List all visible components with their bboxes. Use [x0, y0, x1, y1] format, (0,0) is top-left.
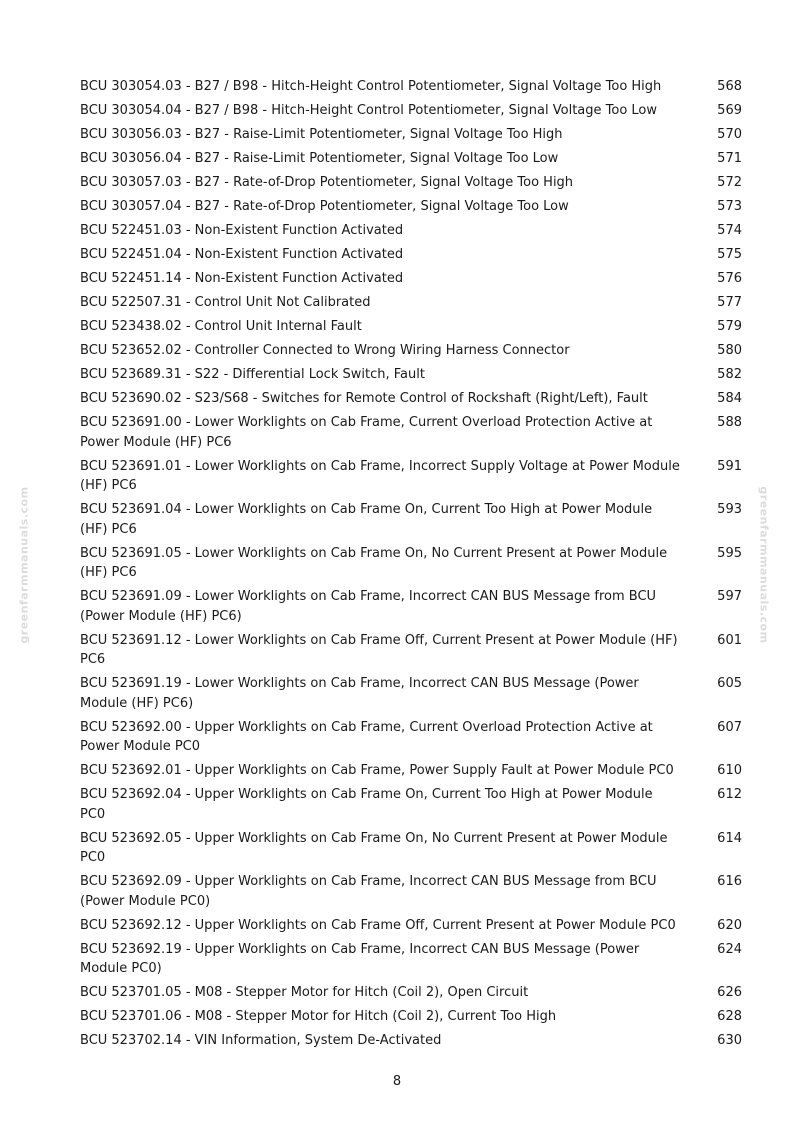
toc-entry-title: BCU 523691.01 - Lower Worklights on Cab Frame, Incorrect Supply Voltage at Power Module (HF) PC6 — [80, 458, 680, 493]
toc-entry-title: BCU 523692.04 - Upper Worklights on Cab Frame On, Current Too High at Power Module PC0 — [80, 787, 653, 822]
toc-entry-page: 614 — [717, 830, 742, 846]
toc-entry-title: BCU 303054.03 - B27 / B98 - Hitch-Height Control Potentiometer, Signal Voltage Too High — [80, 79, 662, 94]
toc-entry-title: BCU 522451.03 - Non-Existent Function Activated — [80, 223, 404, 238]
toc-entry-page: 576 — [717, 271, 742, 286]
toc-entry-title: BCU 303057.04 - B27 - Rate-of-Drop Potentiometer, Signal Voltage Too Low — [80, 199, 569, 214]
toc-entry-page: 570 — [717, 127, 742, 142]
toc-entry-page: 571 — [717, 151, 742, 166]
toc-entry-title: BCU 523701.05 - M08 - Stepper Motor for Hitch (Coil 2), Open Circuit — [80, 985, 529, 1000]
toc-entry-title: BCU 523691.12 - Lower Worklights on Cab Frame Off, Current Present at Power Module (HF) PC6 — [80, 632, 678, 667]
toc-entry-page: 574 — [717, 223, 742, 238]
toc-entry-title: BCU 523691.04 - Lower Worklights on Cab Frame On, Current Too High at Power Module (HF) PC6 — [80, 502, 653, 537]
toc-entry-page: 630 — [717, 1033, 742, 1048]
toc-entry[interactable] — [80, 245, 742, 265]
toc-entry[interactable] — [80, 940, 742, 979]
toc-entry-title: BCU 523692.00 - Upper Worklights on Cab Frame, Current Overload Protection Active at Power Module PC0 — [80, 719, 653, 754]
toc-entry-page: 612 — [717, 787, 742, 802]
toc-entry-title: BCU 523702.14 - VIN Information, System De-Activated — [80, 1033, 442, 1048]
toc-entry-page: 624 — [717, 941, 742, 957]
toc-entry-title: BCU 303054.04 - B27 / B98 - Hitch-Height Control Potentiometer, Signal Voltage Too Low — [80, 103, 658, 118]
watermark-left: greenfarmmanuals.com — [17, 486, 31, 644]
toc-entry-title: BCU 523689.31 - S22 - Differential Lock Switch, Fault — [80, 367, 425, 382]
toc-entry-title: BCU 303056.03 - B27 - Raise-Limit Potentiometer, Signal Voltage Too High — [80, 127, 563, 142]
toc-entry-page: 591 — [717, 458, 742, 474]
toc-entry-page: 620 — [717, 917, 742, 933]
toc-entry-page: 595 — [717, 545, 742, 561]
toc-entry-title: BCU 523691.05 - Lower Worklights on Cab Frame On, No Current Present at Power Module (HF) PC6 — [80, 545, 668, 580]
toc-entry-title: BCU 523691.00 - Lower Worklights on Cab Frame, Current Overload Protection Active at Power Module (HF) PC6 — [80, 415, 653, 450]
toc-entry-page: 588 — [717, 415, 742, 430]
watermark-right: greenfarmmanuals.com — [757, 486, 771, 644]
toc-entry-title: BCU 523691.09 - Lower Worklights on Cab Frame, Incorrect CAN BUS Message from BCU (Power Module (HF) PC6) — [80, 589, 657, 624]
toc-entry-title: BCU 523692.01 - Upper Worklights on Cab Frame, Power Supply Fault at Power Module PC0 — [80, 763, 674, 778]
toc-entry-page: 582 — [717, 367, 742, 382]
toc-entry[interactable] — [80, 389, 742, 409]
toc-entry[interactable] — [80, 1031, 742, 1051]
toc-entry[interactable] — [80, 872, 742, 911]
toc-entry[interactable] — [80, 785, 742, 824]
toc-entry-page: 575 — [717, 247, 742, 262]
toc-entry[interactable] — [80, 293, 742, 313]
toc-entry-title: BCU 523690.02 - S23/S68 - Switches for Remote Control of Rockshaft (Right/Left), Fault — [80, 391, 648, 406]
toc-entry[interactable] — [80, 829, 742, 868]
toc-entry[interactable] — [80, 269, 742, 289]
toc-entry-page: 607 — [717, 719, 742, 735]
toc-entry-title: BCU 522451.14 - Non-Existent Function Activated — [80, 271, 404, 286]
toc-entry-page: 601 — [717, 632, 742, 648]
toc-entry-title: BCU 523692.05 - Upper Worklights on Cab Frame On, No Current Present at Power Module PC0 — [80, 830, 668, 865]
toc-entry[interactable] — [80, 631, 742, 670]
toc-entry[interactable] — [80, 173, 742, 193]
toc-entry[interactable] — [80, 916, 742, 936]
toc-entry-title: BCU 522451.04 - Non-Existent Function Activated — [80, 247, 404, 262]
toc-entry[interactable] — [80, 341, 742, 361]
toc-entry[interactable] — [80, 674, 742, 713]
toc-entry[interactable] — [80, 761, 742, 781]
toc-entry-title: BCU 522507.31 - Control Unit Not Calibrated — [80, 295, 371, 310]
toc-entry-page: 593 — [717, 502, 742, 517]
toc-entry[interactable] — [80, 197, 742, 217]
toc-entry[interactable] — [80, 983, 742, 1003]
toc-entry[interactable] — [80, 457, 742, 496]
toc-entry-page: 616 — [717, 874, 742, 889]
toc-entry-page: 569 — [717, 103, 742, 118]
toc-entry[interactable] — [80, 365, 742, 385]
toc-entry[interactable] — [80, 317, 742, 337]
toc-entry-page: 626 — [717, 985, 742, 1000]
toc-entry-page: 584 — [717, 391, 742, 406]
toc-entry[interactable] — [80, 544, 742, 583]
toc-entry[interactable] — [80, 1007, 742, 1027]
toc-entry-title: BCU 523692.19 - Upper Worklights on Cab Frame, Incorrect CAN BUS Message (Power Module PC0) — [80, 941, 640, 976]
toc-entry[interactable] — [80, 101, 742, 121]
page-number: 8 — [392, 1074, 402, 1089]
toc-entry-title: BCU 303057.03 - B27 - Rate-of-Drop Potentiometer, Signal Voltage Too High — [80, 175, 574, 190]
toc-entry-title: BCU 523438.02 - Control Unit Internal Fault — [80, 319, 362, 334]
toc-entry-page: 579 — [717, 319, 742, 334]
toc-entry-page: 605 — [717, 676, 742, 691]
toc-entry-page: 577 — [717, 295, 742, 310]
toc-entry-page: 610 — [717, 763, 742, 778]
toc-entry-title: BCU 523692.12 - Upper Worklights on Cab Frame Off, Current Present at Power Module PC0 — [80, 917, 676, 933]
toc-entry-title: BCU 523652.02 - Controller Connected to Wrong Wiring Harness Connector — [80, 343, 570, 358]
toc-entry-page: 568 — [717, 79, 742, 94]
toc-entry[interactable] — [80, 718, 742, 757]
toc-entry-title: BCU 523701.06 - M08 - Stepper Motor for Hitch (Coil 2), Current Too High — [80, 1009, 557, 1024]
toc-entry-page: 573 — [717, 199, 742, 214]
toc-entry[interactable] — [80, 149, 742, 169]
toc-entry[interactable] — [80, 125, 742, 145]
toc-entry-title: BCU 303056.04 - B27 - Raise-Limit Potentiometer, Signal Voltage Too Low — [80, 151, 559, 166]
toc-entry-page: 572 — [717, 175, 742, 190]
toc-entry[interactable] — [80, 587, 742, 626]
toc-entry-title: BCU 523691.19 - Lower Worklights on Cab Frame, Incorrect CAN BUS Message (Power Module (HF) PC6) — [80, 676, 639, 711]
toc-entry-page: 597 — [717, 589, 742, 604]
toc-entry[interactable] — [80, 221, 742, 241]
toc-entry-title: BCU 523692.09 - Upper Worklights on Cab Frame, Incorrect CAN BUS Message from BCU (Power Module PC0) — [80, 874, 657, 909]
toc-entry[interactable] — [80, 413, 742, 452]
toc-entry[interactable] — [80, 77, 742, 97]
toc-entry[interactable] — [80, 500, 742, 539]
table-of-contents — [80, 77, 742, 1055]
toc-entry-page: 580 — [717, 343, 742, 358]
toc-entry-page: 628 — [717, 1009, 742, 1024]
